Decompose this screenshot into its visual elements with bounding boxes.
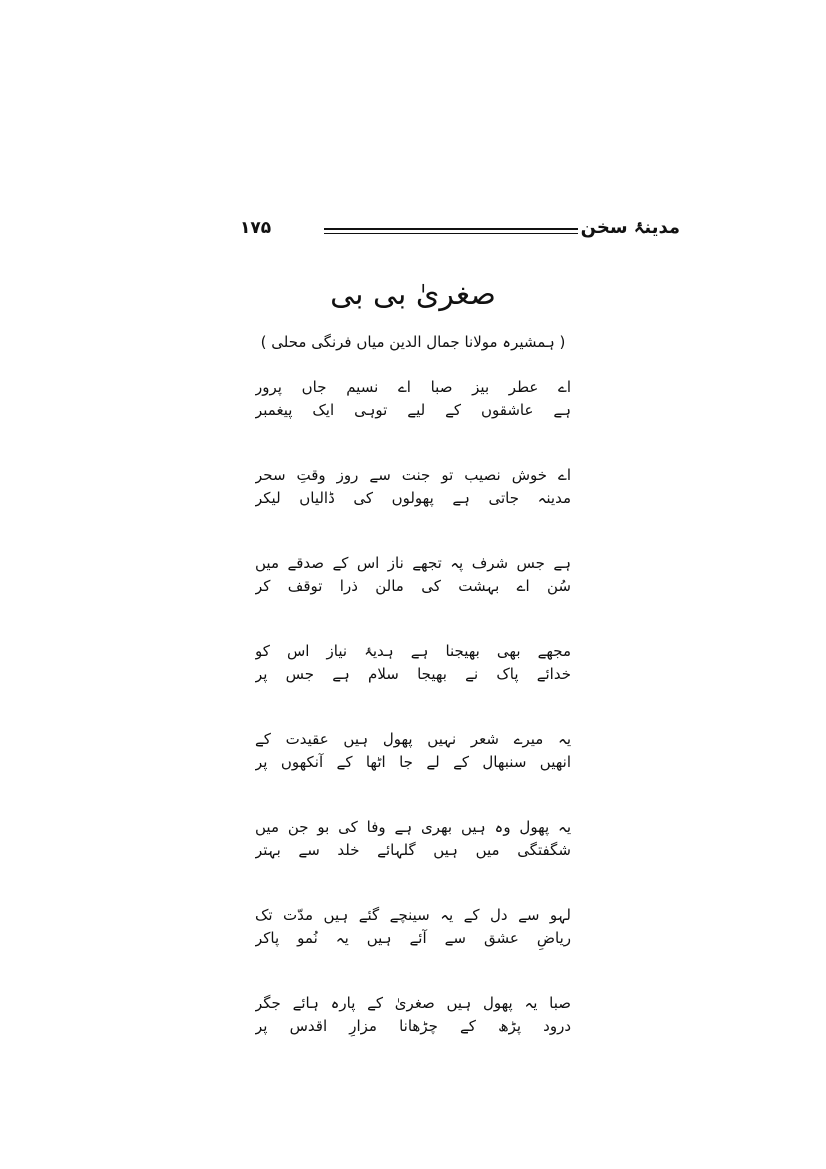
stanza	[255, 728, 571, 774]
verse-line: ریاضِ عشق سے آئے ہیں یہ نُمو پاکر	[255, 929, 571, 947]
running-book-title: مدینۂ سخن	[580, 217, 680, 238]
verse-line: مجھے بھی بھیجنا ہے ہدیۂ نیاز اس کو	[255, 642, 571, 660]
page-header	[240, 216, 680, 246]
stanza	[255, 992, 571, 1038]
verse-line: سُن اے بہشت کی مالن ذرا توقف کر	[255, 577, 571, 595]
verse-line: اے خوش نصیب تو جنت سے روز وقتِ سحر	[255, 466, 571, 484]
stanza	[255, 816, 571, 862]
verse-line: ہے عاشقوں کے لیے توہی ایک پیغمبر	[255, 401, 571, 419]
verse-line: اے عطر بیز صبا اے نسیم جاں پرور	[255, 378, 571, 396]
verse-line: لہو سے دل کے یہ سینچے گئے ہیں مدّت تک	[255, 906, 571, 924]
poem-title: صغریٰ بی بی	[330, 277, 496, 312]
verse-line: شگفتگی میں ہیں گلہائے خلد سے بہتر	[255, 841, 571, 859]
stanza	[255, 552, 571, 598]
verse-line: صبا یہ پھول ہیں صغریٰ کے پارہ ہائے جگر	[255, 994, 571, 1012]
verse-line: یہ میرے شعر نہیں پھول ہیں عقیدت کے	[255, 730, 571, 748]
verse-line: خدائے پاک نے بھیجا سلام ہے جس پر	[255, 665, 571, 683]
poem-body	[255, 376, 571, 1080]
verse-line: یہ پھول وہ ہیں بھری ہے وفا کی بو جن میں	[255, 818, 571, 836]
stanza	[255, 904, 571, 950]
verse-line: ہے جس شرف پہ تجھے ناز اس کے صدقے میں	[255, 554, 571, 572]
stanza	[255, 464, 571, 510]
stanza	[255, 640, 571, 686]
stanza	[255, 376, 571, 422]
header-rule	[324, 228, 578, 230]
verse-line: انھیں سنبھال کے لے جا اٹھا کے آنکھوں پر	[255, 753, 571, 771]
poem-subtitle: ( ہمشیرہ مولانا جمال الدین میاں فرنگی محلی )	[260, 333, 566, 351]
verse-line: درود پڑھ کے چڑھانا مزارِ اقدس پر	[255, 1017, 571, 1035]
header-rule-thin	[324, 233, 578, 234]
page-number: ۱۷۵	[240, 218, 272, 238]
verse-line: مدینہ جاتی ہے پھولوں کی ڈالیاں لیکر	[255, 489, 571, 507]
